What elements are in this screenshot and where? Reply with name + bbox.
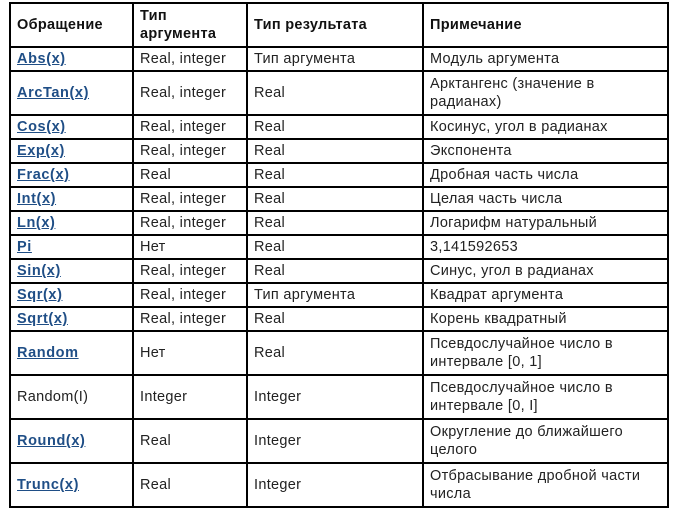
call-cell (10, 307, 133, 331)
result-type-cell: Real (247, 211, 423, 235)
result-type-cell: Real (247, 115, 423, 139)
arg-type-cell: Нет (133, 235, 247, 259)
result-type-cell: Real (247, 259, 423, 283)
header-note: Примечание (423, 3, 668, 47)
call-cell (10, 47, 133, 71)
function-link[interactable]: ArcTan(x) (17, 85, 90, 101)
call-cell (10, 331, 133, 375)
header-arg-type: Тип аргумента (133, 3, 247, 47)
call-cell (10, 163, 133, 187)
table-row (10, 283, 668, 307)
table-row (10, 163, 668, 187)
arg-type-cell: Integer (133, 375, 247, 419)
table-row (10, 463, 668, 507)
arg-type-cell: Real, integer (133, 47, 247, 71)
arg-type-cell: Real, integer (133, 307, 247, 331)
note-cell: Модуль аргумента (423, 47, 668, 71)
call-cell (10, 419, 133, 463)
math-functions-table (9, 2, 669, 508)
call-cell (10, 259, 133, 283)
result-type-cell: Тип аргумента (247, 283, 423, 307)
header-call: Обращение (10, 3, 133, 47)
result-type-cell: Real (247, 307, 423, 331)
result-type-cell: Integer (247, 419, 423, 463)
result-type-cell: Integer (247, 463, 423, 507)
table-row (10, 211, 668, 235)
arg-type-cell: Real, integer (133, 259, 247, 283)
table-row (10, 71, 668, 115)
function-link[interactable]: Sqrt(x) (17, 311, 68, 327)
result-type-cell: Real (247, 139, 423, 163)
call-cell (10, 139, 133, 163)
table-row (10, 307, 668, 331)
note-cell: Псевдослучайное число в интервале [0, 1] (423, 331, 668, 375)
function-link[interactable]: Random (17, 345, 79, 361)
function-link[interactable]: Sin(x) (17, 263, 61, 279)
result-type-cell: Тип аргумента (247, 47, 423, 71)
header-result-type: Тип результата (247, 3, 423, 47)
call-cell (10, 187, 133, 211)
note-cell: Отбрасывание дробной части числа (423, 463, 668, 507)
note-cell: Синус, угол в радианах (423, 259, 668, 283)
note-cell: Дробная часть числа (423, 163, 668, 187)
note-cell: Логарифм натуральный (423, 211, 668, 235)
result-type-cell: Real (247, 235, 423, 259)
table-row (10, 187, 668, 211)
note-cell: 3,141592653 (423, 235, 668, 259)
table-row (10, 419, 668, 463)
table-row (10, 375, 668, 419)
result-type-cell: Real (247, 187, 423, 211)
table-row (10, 331, 668, 375)
table-row (10, 115, 668, 139)
arg-type-cell: Real, integer (133, 71, 247, 115)
function-link[interactable]: Pi (17, 239, 32, 255)
note-cell: Корень квадратный (423, 307, 668, 331)
table-row (10, 259, 668, 283)
note-cell: Псевдослучайное число в интервале [0, I] (423, 375, 668, 419)
note-cell: Целая часть числа (423, 187, 668, 211)
call-cell (10, 211, 133, 235)
arg-type-cell: Real (133, 419, 247, 463)
function-link[interactable]: Trunc(x) (17, 477, 79, 493)
arg-type-cell: Real (133, 163, 247, 187)
arg-type-cell: Real, integer (133, 139, 247, 163)
arg-type-cell: Real, integer (133, 187, 247, 211)
function-link[interactable]: Abs(x) (17, 51, 66, 67)
note-cell: Квадрат аргумента (423, 283, 668, 307)
function-link[interactable]: Ln(x) (17, 215, 56, 231)
call-cell (10, 115, 133, 139)
call-cell (10, 283, 133, 307)
call-cell (10, 71, 133, 115)
arg-type-cell: Real, integer (133, 283, 247, 307)
result-type-cell: Real (247, 71, 423, 115)
arg-type-cell: Нет (133, 331, 247, 375)
result-type-cell: Integer (247, 375, 423, 419)
arg-type-cell: Real, integer (133, 115, 247, 139)
note-cell: Экспонента (423, 139, 668, 163)
function-link[interactable]: Exp(x) (17, 143, 65, 159)
arg-type-cell: Real, integer (133, 211, 247, 235)
function-link[interactable]: Frac(x) (17, 167, 70, 183)
function-link[interactable]: Int(x) (17, 191, 57, 207)
function-link[interactable]: Sqr(x) (17, 287, 63, 303)
result-type-cell: Real (247, 163, 423, 187)
table-row (10, 139, 668, 163)
note-cell: Арктангенс (значение в радианах) (423, 71, 668, 115)
result-type-cell: Real (247, 331, 423, 375)
function-link[interactable]: Cos(x) (17, 119, 66, 135)
note-cell: Округление до ближайшего целого (423, 419, 668, 463)
table-row (10, 47, 668, 71)
header-row (10, 3, 668, 47)
function-link[interactable]: Round(x) (17, 433, 86, 449)
call-cell (10, 235, 133, 259)
table-row (10, 235, 668, 259)
call-cell: Random(I) (10, 375, 133, 419)
arg-type-cell: Real (133, 463, 247, 507)
note-cell: Косинус, угол в радианах (423, 115, 668, 139)
call-cell (10, 463, 133, 507)
